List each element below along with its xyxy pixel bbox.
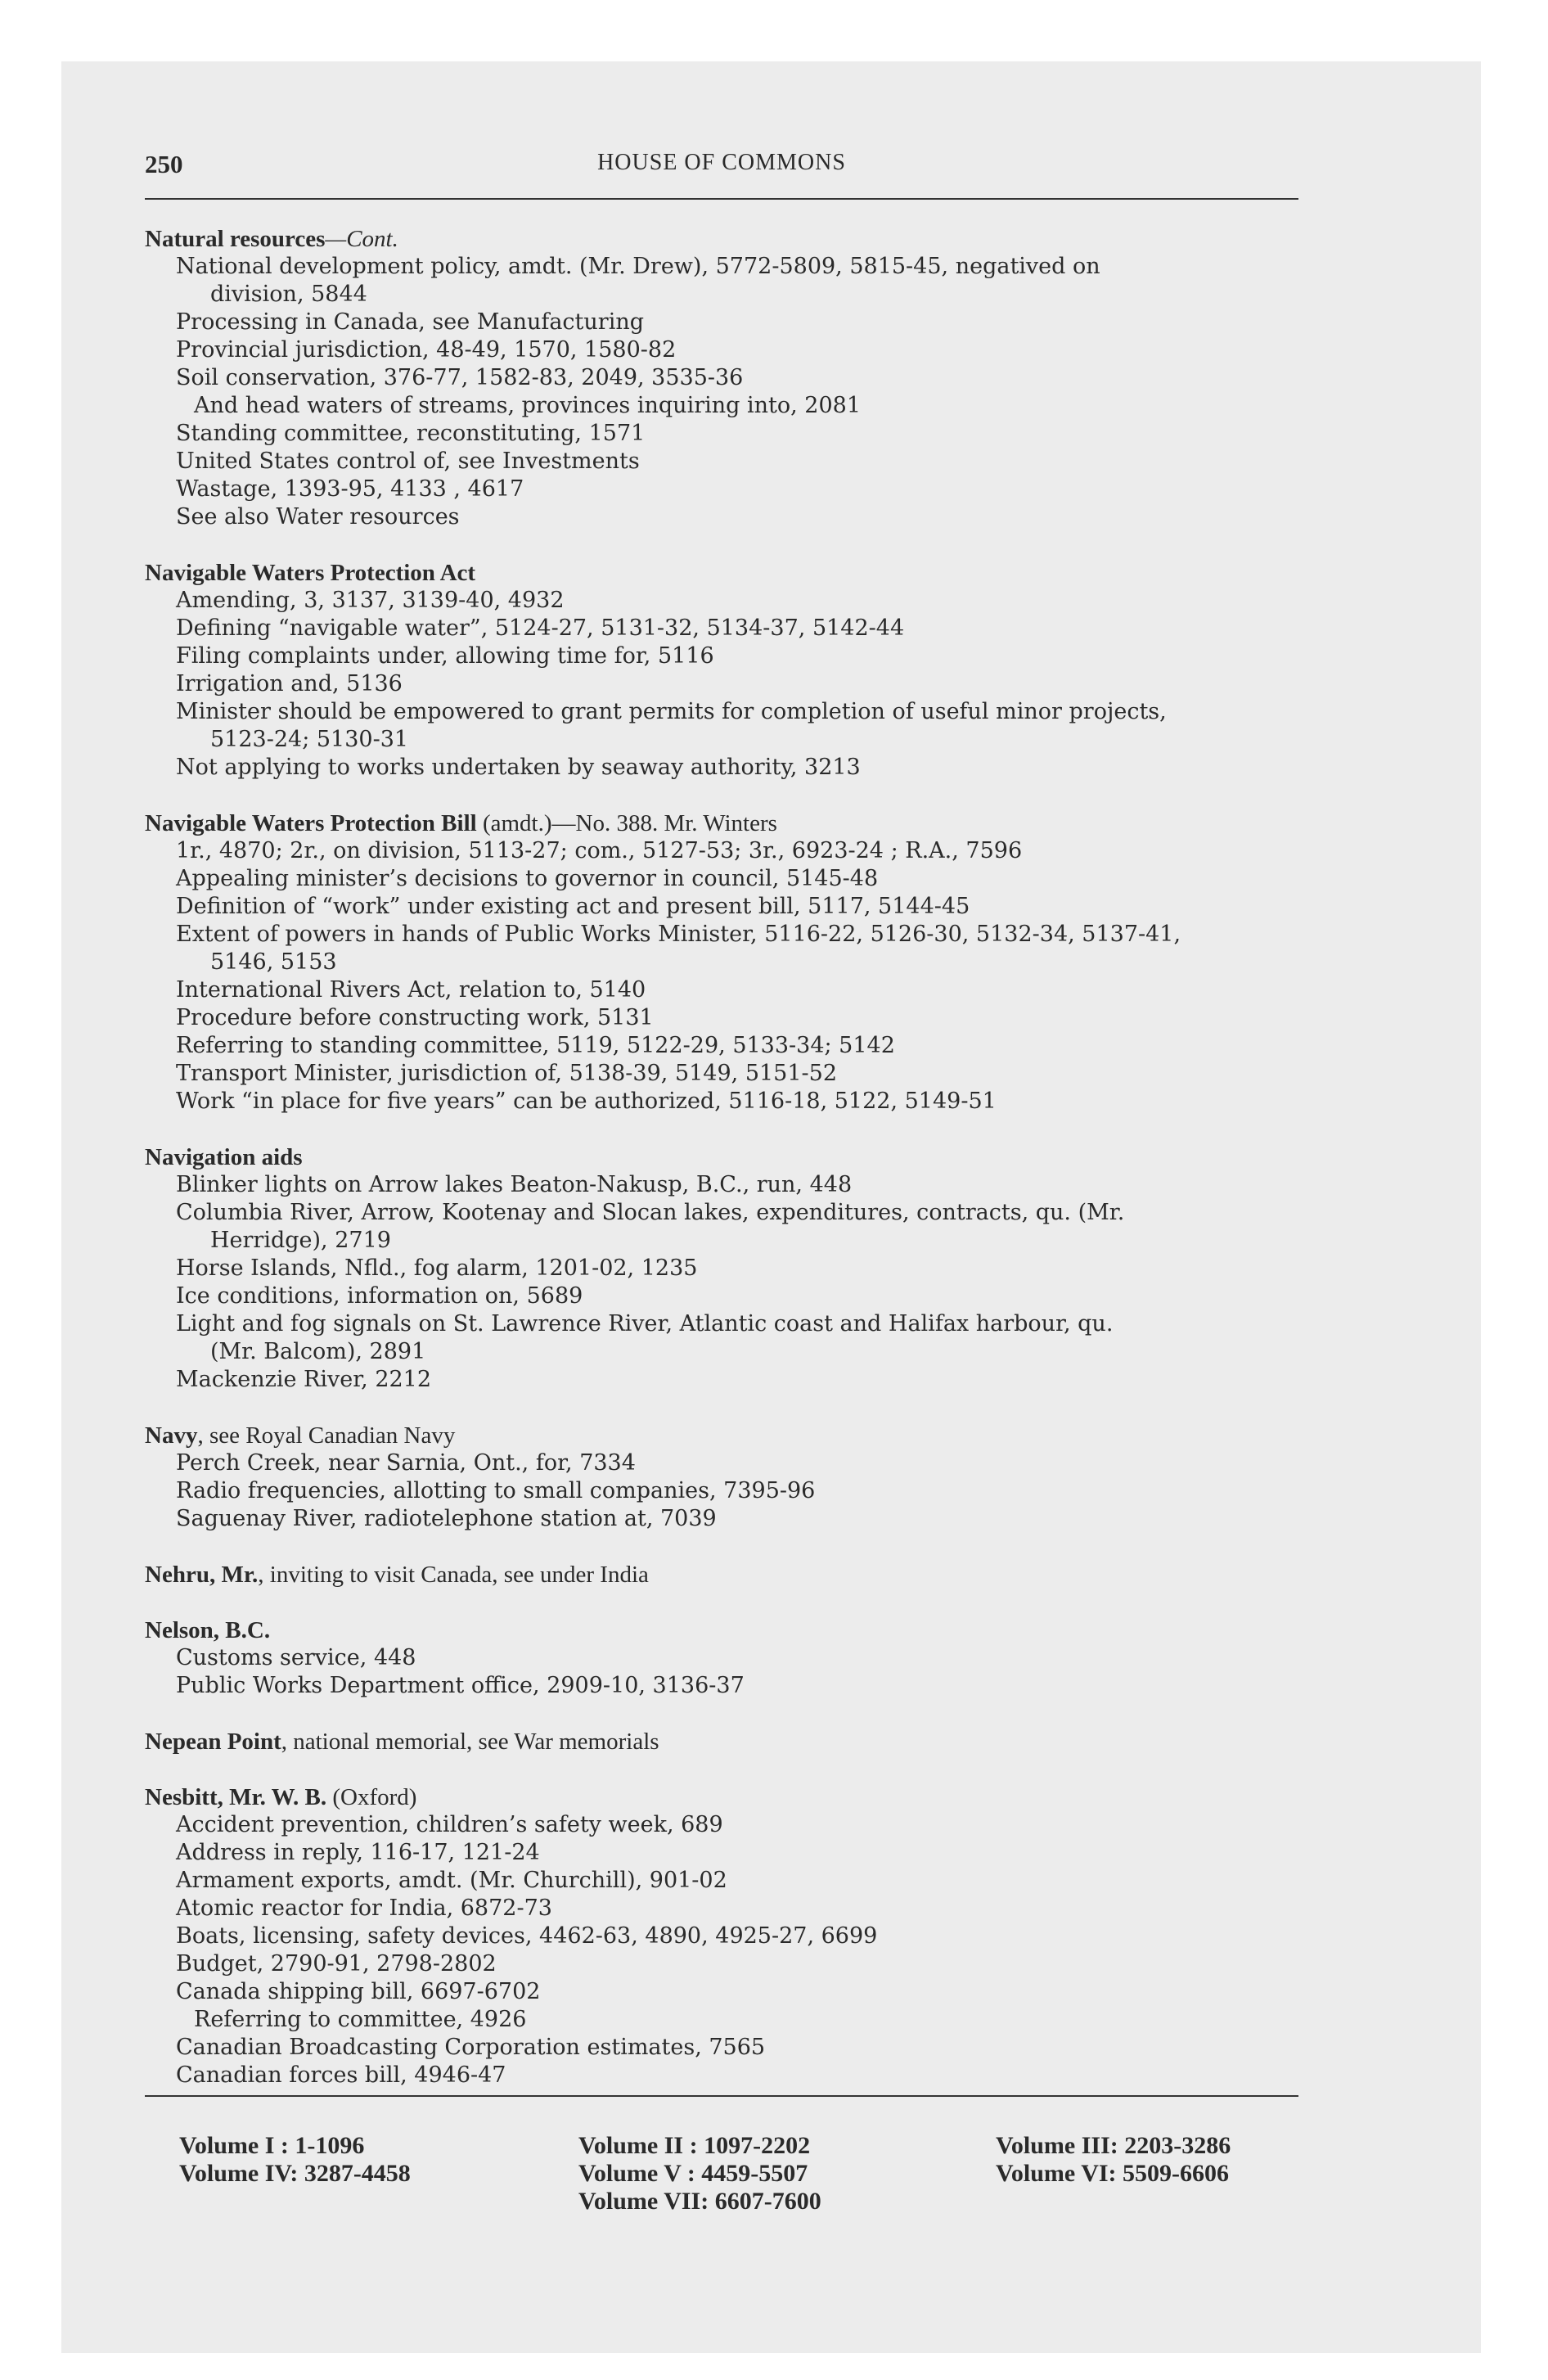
heading-term: Nesbitt, Mr. W. B. xyxy=(145,1784,327,1810)
index-entry xyxy=(145,1561,1307,1589)
subentry: Procedure before constructing work, 5131 xyxy=(176,1005,654,1030)
subentry: Canada shipping bill, 6697-6702 xyxy=(176,1979,541,2004)
running-title: HOUSE OF COMMONS xyxy=(597,150,846,175)
subentry: Definition of “work” under existing act and present bill, 5117, 5144-45 xyxy=(176,894,970,919)
index-entry xyxy=(145,1422,1307,1533)
volume-range: Volume I : 1-1096 xyxy=(179,2132,365,2159)
heading-tail: —Cont. xyxy=(325,226,398,252)
subentry: Atomic reactor for India, 6872-73 xyxy=(176,1895,552,1921)
page-header xyxy=(145,150,1298,199)
subentry: Boats, licensing, safety devices, 4462-63, 4890, 4925-27, 6699 xyxy=(176,1923,878,1949)
heading-tail: , see Royal Canadian Navy xyxy=(197,1422,456,1449)
index-entry xyxy=(145,1143,1307,1394)
heading-term: Nelson, B.C. xyxy=(145,1617,271,1643)
subentry-continuation: (Mr. Balcom), 2891 xyxy=(210,1339,426,1364)
subentry: Light and fog signals on St. Lawrence River, Atlantic coast and Halifax harbour, qu. xyxy=(176,1311,1114,1336)
heading-tail: (amdt.)—No. 388. Mr. Winters xyxy=(476,810,777,836)
heading-term: Navigable Waters Protection Bill xyxy=(145,810,477,836)
entry-heading xyxy=(145,1143,1307,1171)
subentry: Address in reply, 116-17, 121-24 xyxy=(176,1840,540,1865)
subentry: Horse Islands, Nfld., fog alarm, 1201-02, 1235 xyxy=(176,1255,698,1281)
heading-term: Navigable Waters Protection Act xyxy=(145,560,476,586)
subentry: Appealing minister’s decisions to governor in council, 5145-48 xyxy=(176,866,879,891)
subentry: Radio frequencies, allotting to small companies, 7395-96 xyxy=(176,1478,816,1503)
subentry-continuation: 5123-24; 5130-31 xyxy=(210,727,409,752)
footer-rule xyxy=(145,2095,1298,2097)
entry-heading xyxy=(145,1728,1307,1756)
volume-range: Volume V : 4459-5507 xyxy=(578,2160,808,2187)
subentry: Processing in Canada, see Manufacturing xyxy=(176,309,645,335)
index-entry xyxy=(145,1728,1307,1756)
subentry: Not applying to works undertaken by seaway authority, 3213 xyxy=(176,755,861,780)
heading-tail: (Oxford) xyxy=(326,1784,417,1810)
subentry: Irrigation and, 5136 xyxy=(176,671,403,696)
subentry: Minister should be empowered to grant permits for completion of useful minor projects, xyxy=(176,699,1167,724)
subentry: Canadian Broadcasting Corporation estimates, 7565 xyxy=(176,2035,766,2060)
subentry: United States control of, see Investments xyxy=(176,449,640,474)
subentry: Transport Minister, jurisdiction of, 5138-39, 5149, 5151-52 xyxy=(176,1061,838,1086)
heading-term: Navigation aids xyxy=(145,1144,303,1170)
heading-tail: , national memorial, see War memorials xyxy=(281,1729,659,1755)
volume-column xyxy=(996,2132,1231,2188)
index-body xyxy=(145,225,1307,2117)
subentry: National development policy, amdt. (Mr. Drew), 5772-5809, 5815-45, negatived on xyxy=(176,254,1100,279)
index-entry xyxy=(145,559,1307,782)
index-entry xyxy=(145,225,1307,531)
volume-column xyxy=(578,2132,821,2215)
subentry: Defining “navigable water”, 5124-27, 5131-32, 5134-37, 5142-44 xyxy=(176,615,905,641)
subentry: Work “in place for five years” can be authorized, 5116-18, 5122, 5149-51 xyxy=(176,1089,997,1114)
subentry: Armament exports, amdt. (Mr. Churchill), 901-02 xyxy=(176,1868,727,1893)
entry-heading xyxy=(145,809,1307,837)
volume-range: Volume IV: 3287-4458 xyxy=(179,2160,411,2187)
heading-term: Navy xyxy=(145,1422,198,1449)
entry-heading xyxy=(145,225,1307,253)
entry-heading xyxy=(145,559,1307,587)
volume-column xyxy=(179,2132,411,2188)
subentry: Customs service, 448 xyxy=(176,1645,416,1670)
heading-tail: , inviting to visit Canada, see under India xyxy=(258,1562,649,1588)
index-entry xyxy=(145,809,1307,1116)
volume-key xyxy=(145,2132,1307,2214)
subentry-continuation: division, 5844 xyxy=(210,282,367,307)
subentry: Saguenay River, radiotelephone station at, 7039 xyxy=(176,1506,717,1531)
subentry: Mackenzie River, 2212 xyxy=(176,1367,432,1392)
subentry: Referring to committee, 4926 xyxy=(194,2007,527,2032)
subentry: Perch Creek, near Sarnia, Ont., for, 7334 xyxy=(176,1450,636,1476)
subentry: Wastage, 1393-95, 4133 , 4617 xyxy=(176,476,524,502)
heading-term: Nehru, Mr. xyxy=(145,1562,259,1588)
subentry: Public Works Department office, 2909-10, 3136-37 xyxy=(176,1673,745,1698)
subentry: Budget, 2790-91, 2798-2802 xyxy=(176,1951,497,1977)
entry-heading xyxy=(145,1616,1307,1644)
entry-heading xyxy=(145,1783,1307,1811)
subentry: Canadian forces bill, 4946-47 xyxy=(176,2062,506,2088)
subentry: 1r., 4870; 2r., on division, 5113-27; com., 5127-53; 3r., 6923-24 ; R.A., 7596 xyxy=(176,838,1023,863)
subentry: International Rivers Act, relation to, 5140 xyxy=(176,977,646,1003)
subentry: See also Water resources xyxy=(176,504,460,530)
subentry-continuation: 5146, 5153 xyxy=(210,949,337,975)
heading-term: Natural resources xyxy=(145,226,326,252)
subentry: Standing committee, reconstituting, 1571 xyxy=(176,421,646,446)
subentry: Columbia River, Arrow, Kootenay and Slocan lakes, expenditures, contracts, qu. (Mr. xyxy=(176,1200,1125,1225)
subentry: Amending, 3, 3137, 3139-40, 4932 xyxy=(176,588,565,613)
subentry: Accident prevention, children’s safety week, 689 xyxy=(176,1812,723,1837)
subentry: Referring to standing committee, 5119, 5122-29, 5133-34; 5142 xyxy=(176,1033,895,1058)
index-entry xyxy=(145,1783,1307,2089)
subentry: Ice conditions, information on, 5689 xyxy=(176,1283,583,1309)
entry-heading xyxy=(145,1422,1307,1449)
subentry-continuation: Herridge), 2719 xyxy=(210,1228,391,1253)
subentry: And head waters of streams, provinces inquiring into, 2081 xyxy=(194,393,862,418)
subentry: Extent of powers in hands of Public Works Minister, 5116-22, 5126-30, 5132-34, 5137-41, xyxy=(176,922,1181,947)
index-entry xyxy=(145,1616,1307,1700)
page-number: 250 xyxy=(145,150,183,178)
subentry: Filing complaints under, allowing time for, 5116 xyxy=(176,643,714,669)
heading-term: Nepean Point xyxy=(145,1729,281,1755)
entry-heading xyxy=(145,1561,1307,1589)
volume-range: Volume II : 1097-2202 xyxy=(578,2132,811,2159)
volume-range: Volume VII: 6607-7600 xyxy=(578,2188,821,2215)
subentry: Soil conservation, 376-77, 1582-83, 2049, 3535-36 xyxy=(176,365,744,390)
subentry: Blinker lights on Arrow lakes Beaton-Nakusp, B.C., run, 448 xyxy=(176,1172,853,1197)
subentry: Provincial jurisdiction, 48-49, 1570, 1580-82 xyxy=(176,337,677,363)
volume-range: Volume III: 2203-3286 xyxy=(996,2132,1231,2159)
header-rule xyxy=(145,198,1298,200)
volume-range: Volume VI: 5509-6606 xyxy=(996,2160,1230,2187)
